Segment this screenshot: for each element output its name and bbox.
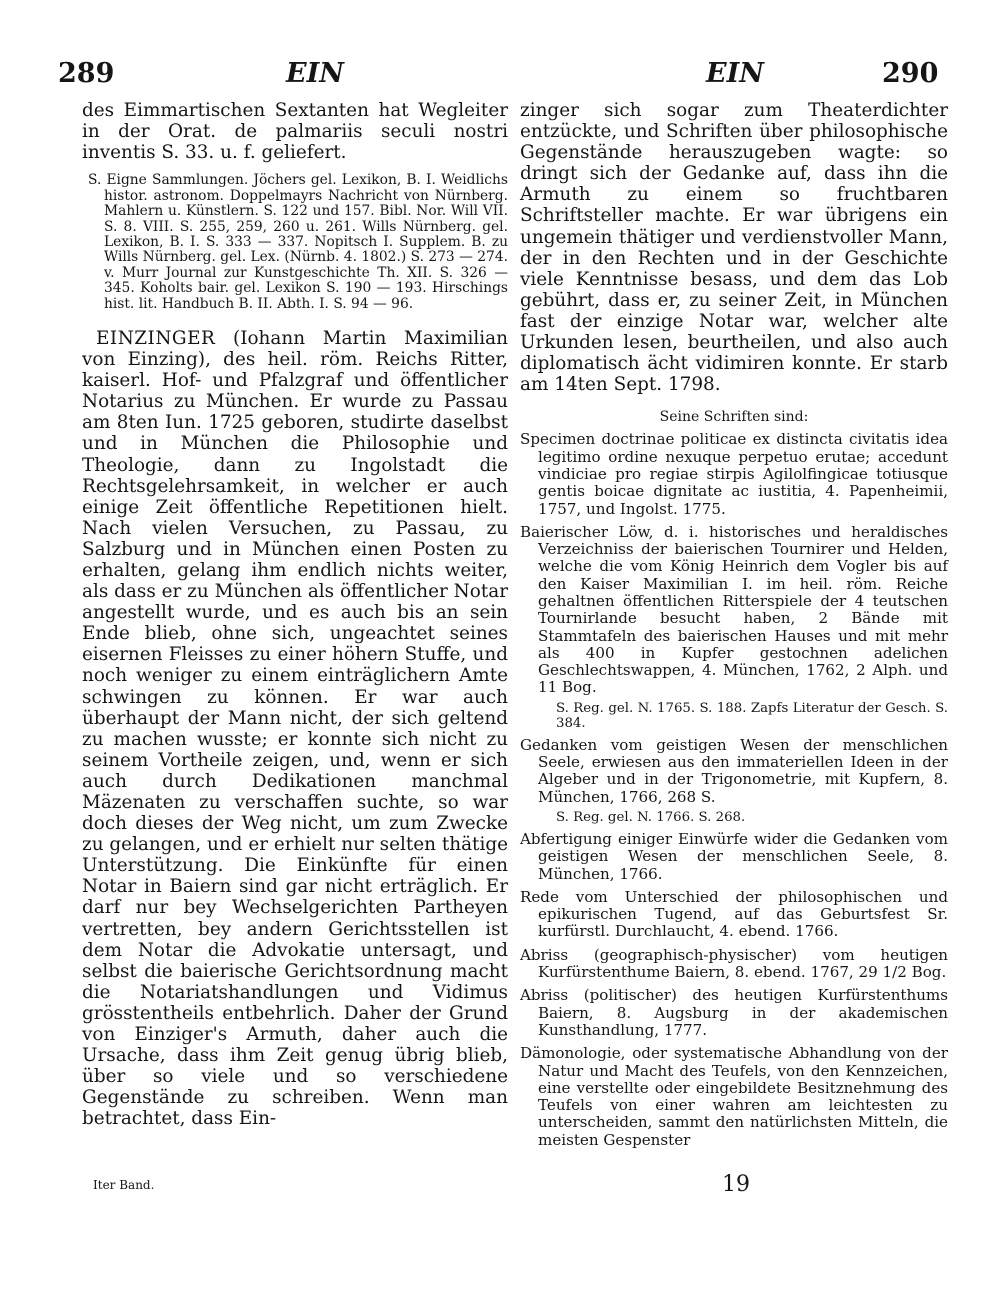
- entry-text: (Iohann Martin Maximilian von Einzing), des heil. röm. Reichs Ritter, kaiserl. Hof- und Pfalzgraf und öffentlicher Notarius zu München. Er wurde zu Passau am 8ten Iun. 1725 geboren, studirte daselbst und in München die Philosophie und Theologie, dann zu Ingolstadt die Rechtsgelehrsamkeit, in welcher er auch einige Zeit öffentliche Repetitionen hielt. Nach vielen Versuchen, zu Passau, zu Salzburg und in München einen Posten zu erhalten, gelang ihm endlich nichts weiter, als dass er zu München als öffentlicher Notar angestellt wurde, und es auch bis an sein Ende blieb, ohne sich, ungeachtet seines eisernen Fleisses zu einer höhern Stuffe, und noch weniger zu einem einträglichern Amte schwingen zu können. Er war auch überhaupt der Mann nicht, der sich geltend zu machen wusste; er konnte sich nicht zu seinem Vortheile zeigen, und, wenn er sich auch durch Dedikationen manchmal Mäzenaten zu verschaffen suchte, so war doch dieses der Weg nicht, um zum Zwecke zu gelangen, und er erhielt nur selten thätige Unterstützung. Die Einkünfte für einen Notar in Baiern sind gar nicht erträglich. Er darf nur bey Wechselgerichten Partheyen vertretten, bey andern Gerichtsstellen ist dem Notar die Advokatie untersagt, und selbst die baierische Gerichtsordnung macht die Notariatshandlungen und Vidimus grösstentheils entbehrlich. Daher der Grund von Einziger's Armuth, daher auch die Ursache, dass ihm Zeit genug übrig blieb, über so viele und so verschiedene Gegenstände zu schreiben. Wenn man betrachtet, dass Ein-: [82, 327, 508, 1130]
- work-item: Abriss (politischer) des heutigen Kurfürstenthums Baiern, 8. Augsburg in der akademischen Kunsthandlung, 1777.: [520, 986, 948, 1039]
- left-running-title: EIN: [286, 58, 344, 89]
- work-item: Gedanken vom geistigen Wesen der menschlichen Seele, erwiesen aus den immateriellen Ideen in der Algeber und in der Trigonometrie, mit Kupfern, 8. München, 1766, 268 S.: [520, 735, 948, 806]
- opening-paragraph: des Eimmartischen Sextanten hat Wegleiter in der Orat. de palmariis seculi nostri inventis S. 33. u. f. geliefert.: [82, 100, 508, 164]
- work-item: Abriss (geographisch-physischer) vom heutigen Kurfürstenthume Baiern, 8. ebend. 1767, 29 1/2 Bog.: [520, 945, 948, 982]
- work-item: Specimen doctrinae politicae ex distincta civitatis idea legitimo ordine nexuque perpetuo erutae; accedunt vindiciae pro regiae stirpis Agilolfingicae totiusque gentis boicae dignitate ac iustitia, 4. Papenheimii, 1757, und Ingolst. 1775.: [520, 430, 948, 518]
- left-page-number: 289: [58, 58, 115, 89]
- right-page-number: 290: [882, 58, 939, 89]
- entry-name: EINZINGER: [96, 327, 216, 349]
- works-heading: Seine Schriften sind:: [659, 409, 809, 426]
- work-item: Rede vom Unterschied der philosophischen und epikurischen Tugend, auf das Geburtsfest Sr. kurfürstl. Durchlaucht, 4. ebend. 1766.: [520, 887, 948, 941]
- work-item: Abfertigung einiger Einwürfe wider die Gedanken vom geistigen Wesen der menschlichen Seele, 8. München, 1766.: [520, 829, 948, 883]
- work-reference: S. Reg. gel. N. 1766. S. 268.: [556, 809, 746, 825]
- entry-einzinger: [82, 328, 508, 1130]
- right-running-title: EIN: [706, 58, 764, 89]
- right-column: [520, 100, 948, 1155]
- work-item: Baierischer Löw, d. i. historisches und heraldisches Verzeichniss der baierischen Tournirer und Helden, welche die vom König Heinrich dem Vogler bis auf den Kaiser Maximilian I. im heil. röm. Reiche gehaltnen öffentlichen Ritterspiele der 4 teutschen Tournirlande besucht haben, 2 Bände mit Stammtafeln des baierischen Hauses und mit mehr als 400 in Kupfer gestochnen adelichen Geschlechtswappen, 4. München, 1762, 2 Alph. und 11 Bog.: [520, 522, 948, 697]
- work-item: Dämonologie, oder systematische Abhandlung von der Natur und Macht des Teufels, von den Kennzeichen, eine verstellte oder eingebildete Besitznehmung des Teufels von einer wahren am leichtesten zu unterscheiden, sammt den natürlichsten Mitteln, die meisten Gespenster: [520, 1044, 948, 1149]
- reference-note: S. Eigne Sammlungen. Jöchers gel. Lexikon, B. I. Weidlichs histor. astronom. Doppelmayrs Nachricht von Nürnberg. Mahlern u. Künstlern. S. 122 und 157. Bibl. Nor. Will VII. S. 8. VIII. S. 255, 259, 260 u. 261. Wills Nürnberg. gel. Lexikon, B. I. S. 333 — 337. Nopitsch I. Supplem. B. zu Wills Nürnberg. gel. Lex. (Nürnb. 4. 1802.) S. 273 — 274. v. Murr Journal zur Kunstgeschichte Th. XII. S. 326 — 345. Koholts bair. gel. Lexikon S. 190 — 193. Hirschings hist. lit. Handbuch B. II. Abth. I. S. 94 — 96.: [88, 172, 508, 312]
- continuation-paragraph: zinger sich sogar zum Theaterdichter entzückte, und Schriften über philosophische Gegenstände herauszugeben wagte: so dringt sich der Gedanke auf, dass ihn die Armuth zu einem so fruchtbaren Schriftsteller machte. Er war übrigens ein ungemein thätiger und verdienstvoller Mann, der in den Rechten und in der Geschichte viele Kenntnisse besass, und dem das Lob gebührt, dass er, zu seiner Zeit, in München fast der einzige Notar war, welcher alte Urkunden lesen, beurtheilen, und also auch diplomatisch ächt vidimiren konnte. Er starb am 14ten Sept. 1798.: [520, 100, 948, 396]
- left-column: [82, 100, 508, 1130]
- signature-mark: Iter Band.: [93, 1178, 155, 1192]
- work-reference: S. Reg. gel. N. 1765. S. 188. Zapfs Literatur der Gesch. S. 384.: [556, 700, 948, 731]
- works-list: [520, 431, 948, 1149]
- sheet-number: 19: [722, 1172, 750, 1197]
